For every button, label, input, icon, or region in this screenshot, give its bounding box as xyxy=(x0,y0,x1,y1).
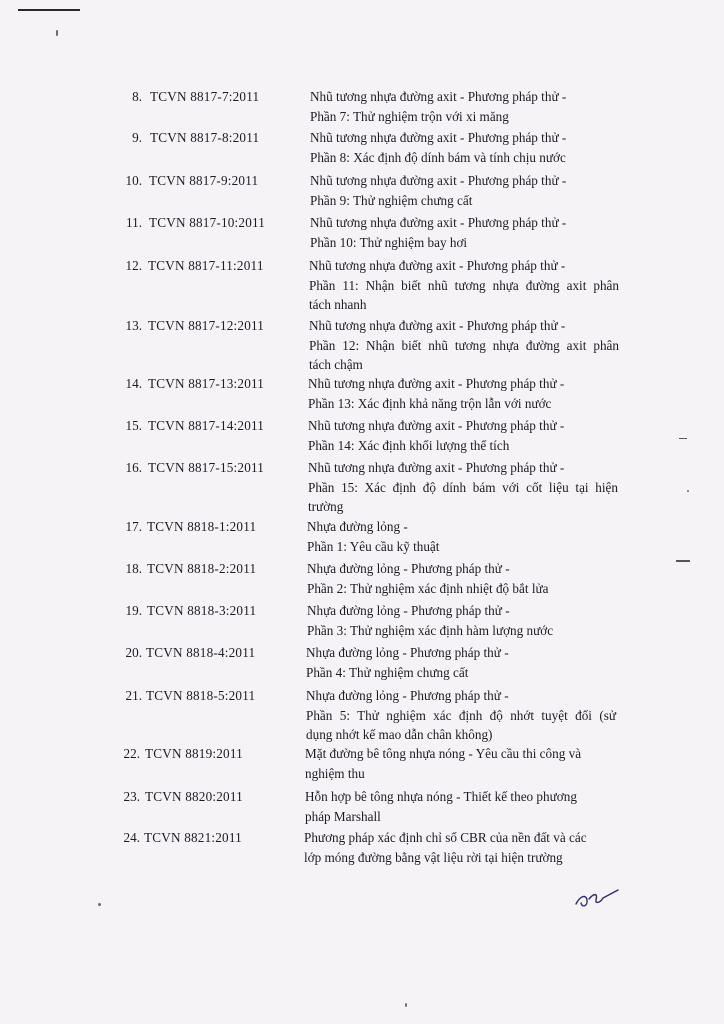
standard-code: TCVN 8818-2:2011 xyxy=(147,561,257,576)
title-line: Phần 7: Thử nghiệm trộn với xi măng xyxy=(310,108,509,124)
title-line: tách nhanh xyxy=(309,297,367,312)
title-line: nghiệm thu xyxy=(305,765,365,781)
standard-code: TCVN 8817-12:2011 xyxy=(148,318,265,333)
standard-code: TCVN 8817-7:2011 xyxy=(150,89,260,104)
title-line: Phần 8: Xác định độ dính bám và tính chịu nước xyxy=(310,149,566,165)
standard-title xyxy=(304,828,614,867)
standard-code: TCVN 8817-11:2011 xyxy=(148,258,264,273)
title-line: Phần 15: Xác định độ dính bám với cốt liệu tại hiện xyxy=(308,479,618,495)
title-line: Hỗn hợp bê tông nhựa nóng - Thiết kế theo phương xyxy=(305,789,577,804)
item-number: 14. xyxy=(125,376,142,391)
standard-code: TCVN 8820:2011 xyxy=(145,789,243,804)
title-line: Nhũ tương nhựa đường axit - Phương pháp thử - xyxy=(310,173,567,188)
standard-title xyxy=(307,601,617,640)
title-line: Phần 12: Nhận biết nhũ tương nhựa đường axit phân xyxy=(309,337,619,353)
item-number: 20. xyxy=(125,645,142,660)
title-line: Nhựa đường lỏng - Phương pháp thử - xyxy=(306,688,509,703)
title-line: Phần 9: Thử nghiệm chưng cất xyxy=(310,192,473,208)
title-line: pháp Marshall xyxy=(305,808,381,824)
scan-edge-line xyxy=(18,9,80,11)
title-line: Nhựa đường lỏng - Phương pháp thử - xyxy=(306,645,509,660)
item-number: 23. xyxy=(123,789,140,804)
standard-title xyxy=(309,256,619,315)
title-line: Nhũ tương nhựa đường axit - Phương pháp thử - xyxy=(310,89,567,104)
standard-title xyxy=(308,374,618,413)
title-line: trường xyxy=(308,499,344,514)
item-number: 19. xyxy=(125,603,142,618)
title-line: tách chậm xyxy=(309,357,363,372)
title-line: Nhựa đường lỏng - xyxy=(307,519,408,534)
standard-code: TCVN 8817-15:2011 xyxy=(148,460,265,475)
title-line: Nhũ tương nhựa đường axit - Phương pháp thử - xyxy=(308,460,565,475)
title-line: Phần 2: Thử nghiệm xác định nhiệt độ bắt lửa xyxy=(307,580,549,596)
item-number: 17. xyxy=(125,519,142,534)
standard-title xyxy=(310,87,620,126)
scan-speck xyxy=(405,1003,407,1007)
title-line: Phần 3: Thử nghiệm xác định hàm lượng nước xyxy=(307,622,554,638)
margin-mark xyxy=(676,560,690,562)
title-line: Nhũ tương nhựa đường axit - Phương pháp thử - xyxy=(309,318,566,333)
standard-code: TCVN 8817-14:2011 xyxy=(148,418,265,433)
title-line: Phần 10: Thử nghiệm bay hơi xyxy=(310,234,468,250)
title-line: Nhựa đường lỏng - Phương pháp thử - xyxy=(307,603,510,618)
title-line: Phần 11: Nhận biết nhũ tương nhựa đường axit phân xyxy=(309,277,619,293)
item-number: 12. xyxy=(125,258,142,273)
title-line: dụng nhớt kế mao dẫn chân không) xyxy=(306,727,493,742)
title-line: Phương pháp xác định chỉ số CBR của nền đất và các xyxy=(304,830,587,845)
standard-code: TCVN 8817-10:2011 xyxy=(149,215,266,230)
title-line: Nhũ tương nhựa đường axit - Phương pháp thử - xyxy=(308,376,565,391)
title-line: lớp móng đường bằng vật liệu rời tại hiện trường xyxy=(304,849,563,865)
standard-title xyxy=(305,744,615,783)
scan-speck xyxy=(687,490,689,492)
title-line: Nhũ tương nhựa đường axit - Phương pháp thử - xyxy=(309,258,566,273)
title-line: Phần 4: Thử nghiệm chưng cất xyxy=(306,664,469,680)
title-line: Phần 13: Xác định khả năng trộn lẫn với nước xyxy=(308,395,552,411)
standard-title xyxy=(307,517,617,556)
item-number: 16. xyxy=(125,460,142,475)
standard-code: TCVN 8818-5:2011 xyxy=(146,688,256,703)
standard-code: TCVN 8818-4:2011 xyxy=(146,645,256,660)
item-number: 15. xyxy=(125,418,142,433)
title-line: Phần 5: Thử nghiệm xác định độ nhớt tuyệt đối (sử xyxy=(306,707,616,723)
title-line: Phần 1: Yêu cầu kỹ thuật xyxy=(307,538,440,554)
item-number: 13. xyxy=(125,318,142,333)
item-number: 21. xyxy=(125,688,142,703)
standard-title xyxy=(306,643,616,682)
standard-title xyxy=(308,458,618,517)
signature-icon xyxy=(572,884,622,910)
standard-title xyxy=(306,686,616,745)
item-number: 8. xyxy=(132,89,142,104)
standard-title xyxy=(307,559,617,598)
item-number: 22. xyxy=(123,746,140,761)
standard-code: TCVN 8821:2011 xyxy=(144,830,242,845)
standard-title xyxy=(310,171,620,210)
standard-title xyxy=(310,128,620,167)
standard-title xyxy=(309,316,619,375)
item-number: 11. xyxy=(126,215,142,230)
scan-speck xyxy=(56,30,58,36)
standard-code: TCVN 8818-1:2011 xyxy=(147,519,257,534)
margin-mark xyxy=(679,438,687,439)
item-number: 10. xyxy=(125,173,142,188)
title-line: Mặt đường bê tông nhựa nóng - Yêu cầu thi công và xyxy=(305,746,582,761)
item-number: 9. xyxy=(132,130,142,145)
standard-code: TCVN 8819:2011 xyxy=(145,746,243,761)
title-line: Phần 14: Xác định khối lượng thể tích xyxy=(308,437,510,453)
standard-title xyxy=(305,787,615,826)
title-line: Nhựa đường lỏng - Phương pháp thử - xyxy=(307,561,510,576)
standard-title xyxy=(308,416,618,455)
scan-speck xyxy=(98,903,101,906)
title-line: Nhũ tương nhựa đường axit - Phương pháp thử - xyxy=(308,418,565,433)
item-number: 18. xyxy=(125,561,142,576)
standard-code: TCVN 8817-13:2011 xyxy=(148,376,265,391)
title-line: Nhũ tương nhựa đường axit - Phương pháp thử - xyxy=(310,130,567,145)
item-number: 24. xyxy=(123,830,140,845)
standard-code: TCVN 8817-9:2011 xyxy=(149,173,259,188)
title-line: Nhũ tương nhựa đường axit - Phương pháp thử - xyxy=(310,215,567,230)
standard-code: TCVN 8817-8:2011 xyxy=(150,130,260,145)
standard-code: TCVN 8818-3:2011 xyxy=(147,603,257,618)
standard-title xyxy=(310,213,620,252)
